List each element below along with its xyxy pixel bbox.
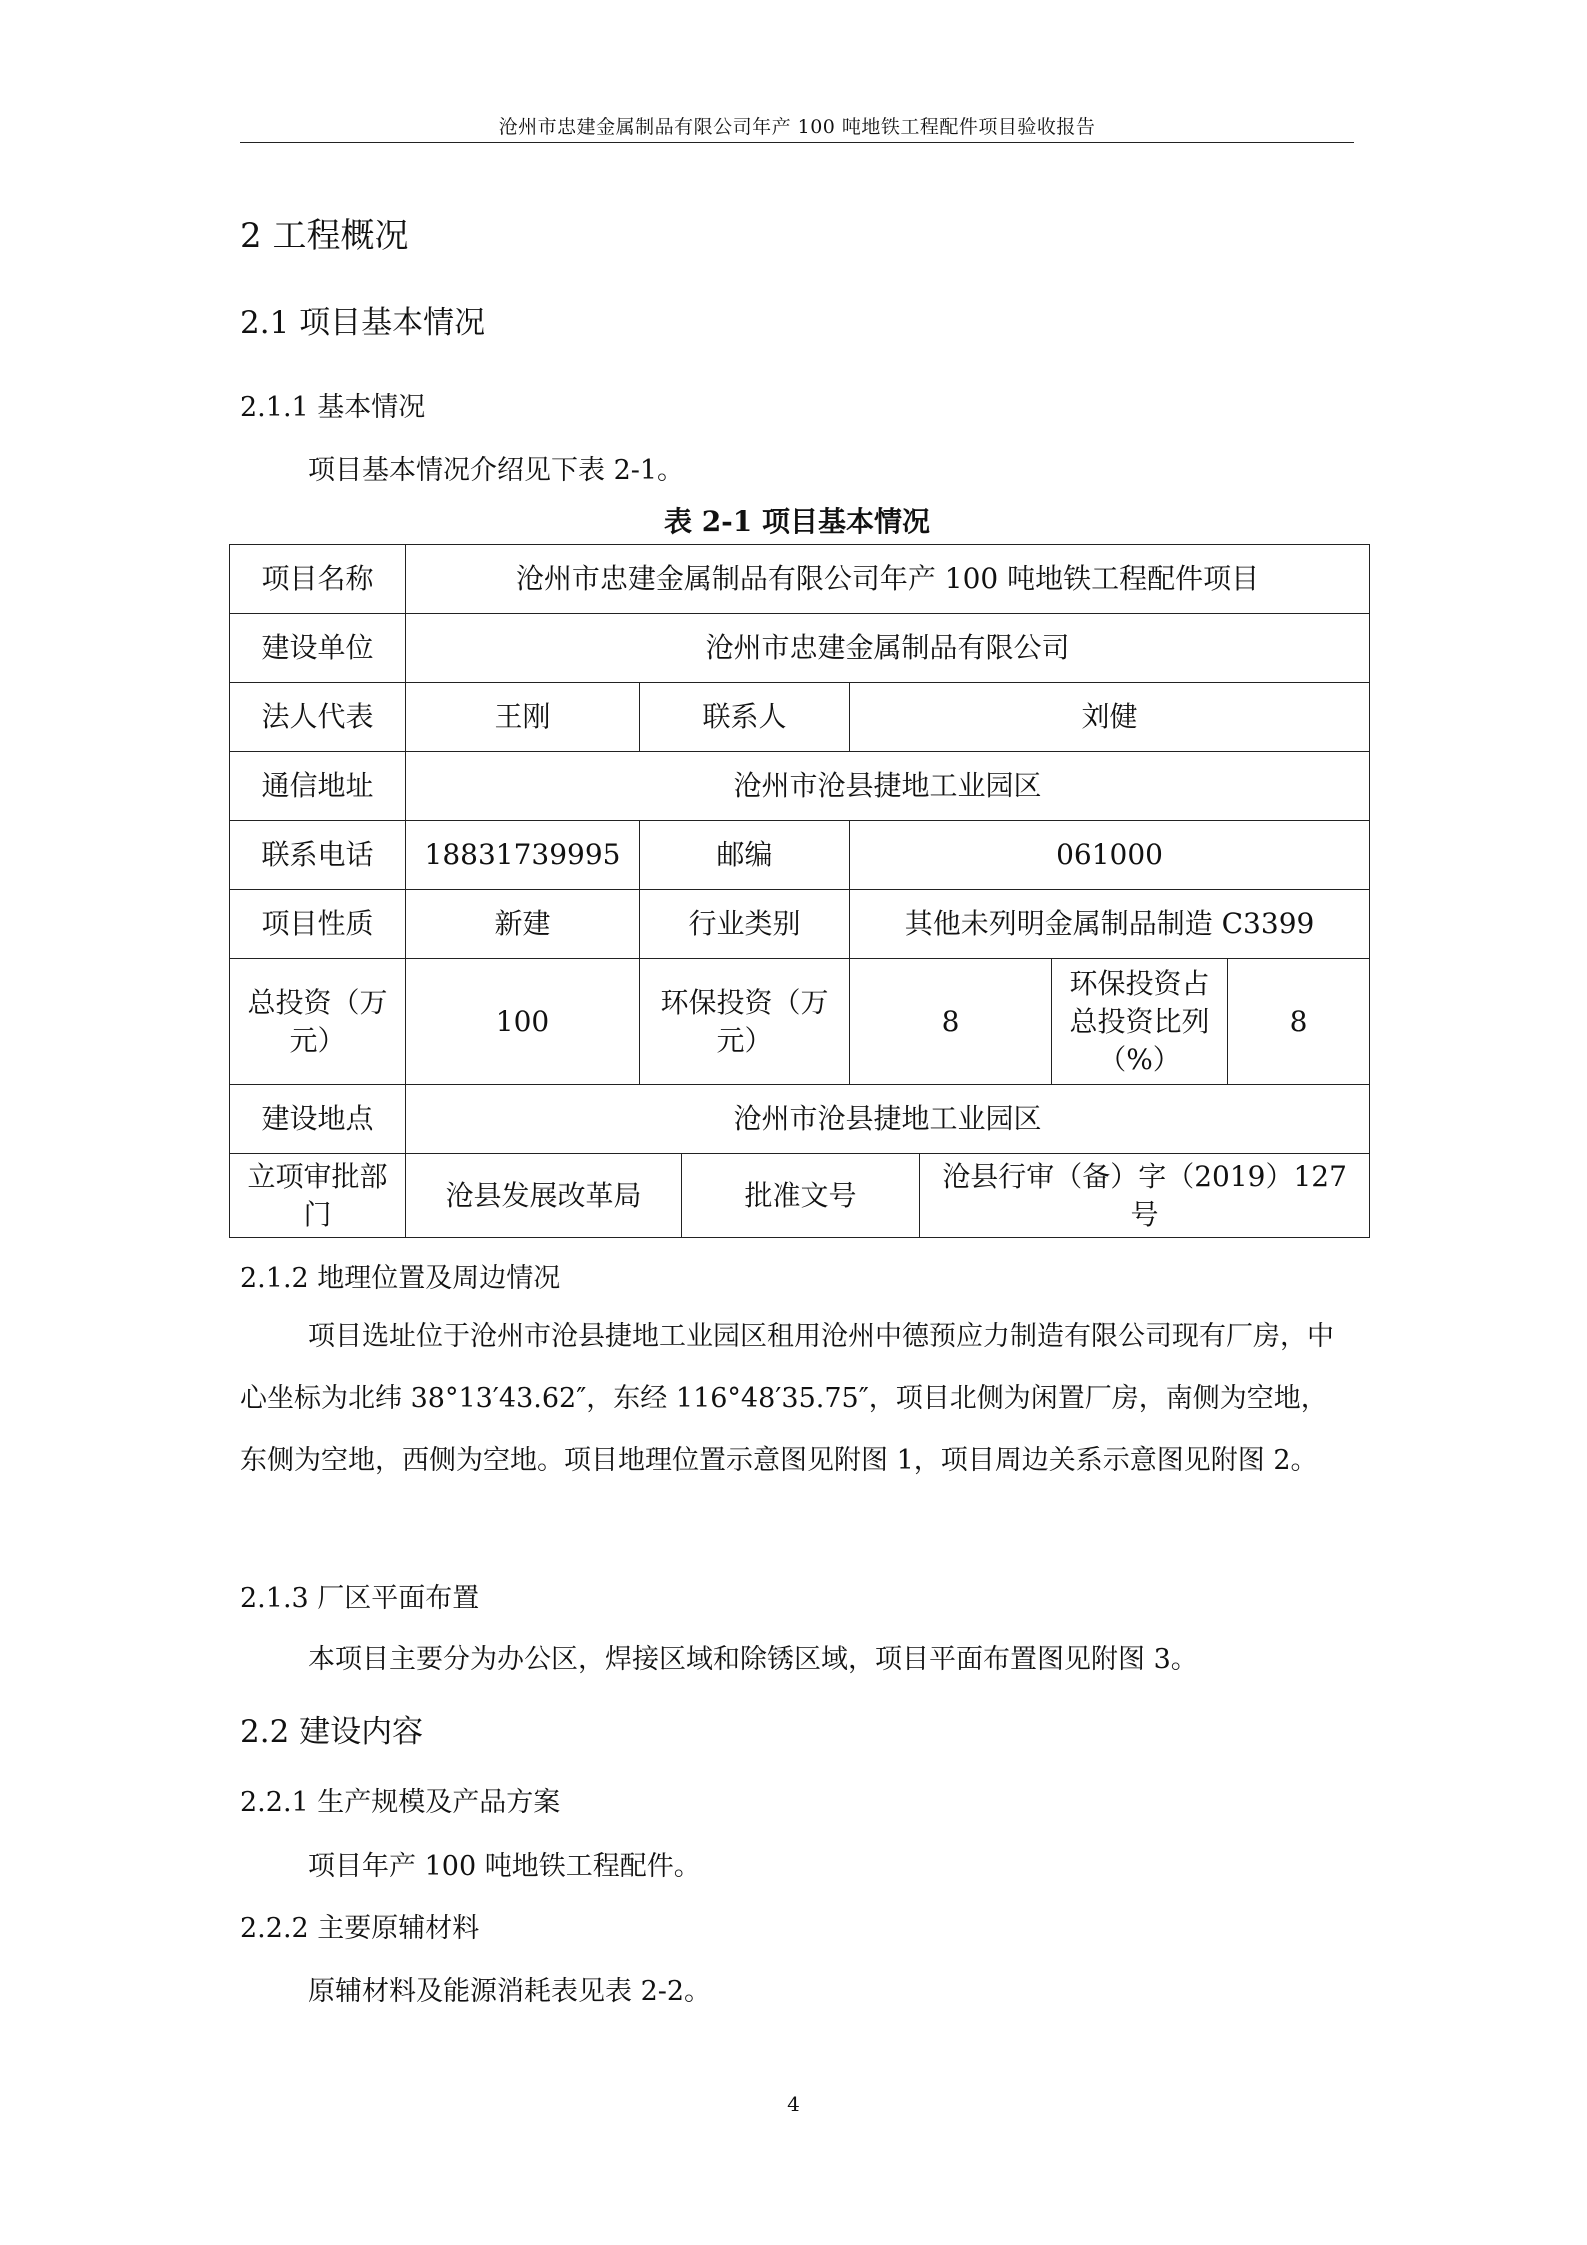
table-cell: 8 [850,959,1052,1085]
paragraph-2-1-3: 本项目主要分为办公区，焊接区域和除锈区域，项目平面布置图见附图 3。 [308,1644,1198,1675]
table-cell: 18831739995 [406,821,640,890]
subsection-heading-2-1-3: 2.1.3 厂区平面布置 [240,1583,480,1614]
table-row [230,821,1370,890]
paragraph-2-1-2: 项目选址位于沧州市沧县捷地工业园区租用沧州中德预应力制造有限公司现有厂房，中心坐标为北纬 38°13′43.62″，东经 116°48′35.75″，项目北侧为闲置厂房，南侧为空地，东侧为空地，西侧为空地。项目地理位置示意图见附图 1，项目周边关系示意图见附图 2。 [240,1321,1334,1476]
table-cell-label: 法人代表 [230,683,406,752]
table-row [230,545,1370,614]
page-number: 4 [787,2092,800,2116]
table-row [230,752,1370,821]
table-caption: 表 2-1 项目基本情况 [663,505,931,538]
table-cell: 其他未列明金属制品制造 C3399 [850,890,1370,959]
table-cell-label: 联系电话 [230,821,406,890]
table-row [230,890,1370,959]
table-cell-label: 邮编 [640,821,850,890]
table-row [230,1085,1370,1154]
table-cell-label: 通信地址 [230,752,406,821]
subsection-heading-2-2-1: 2.2.1 生产规模及产品方案 [240,1787,561,1818]
table-cell-label: 环保投资占总投资比列（%） [1052,959,1228,1085]
project-info-table [229,544,1370,1238]
table-cell: 沧县行审（备）字（2019）127 号 [920,1154,1370,1238]
table-cell-label: 环保投资（万元） [640,959,850,1085]
table-cell-label: 总投资（万元） [230,959,406,1085]
table-cell: 沧州市忠建金属制品有限公司 [406,614,1370,683]
table-row [230,614,1370,683]
subsection-heading-2-1-2: 2.1.2 地理位置及周边情况 [240,1263,561,1294]
section-heading-2-2: 2.2 建设内容 [240,1714,424,1750]
table-row [230,959,1370,1085]
subsection-heading-2-1-1: 2.1.1 基本情况 [240,392,426,423]
table-cell-label: 项目性质 [230,890,406,959]
section-heading-2-1: 2.1 项目基本情况 [240,305,486,341]
header-rule [240,142,1354,143]
running-header: 沧州市忠建金属制品有限公司年产 100 吨地铁工程配件项目验收报告 [498,116,1096,138]
table-cell: 新建 [406,890,640,959]
paragraph-2-2-2: 原辅材料及能源消耗表见表 2-2。 [308,1976,712,2007]
table-cell: 8 [1228,959,1370,1085]
table-cell: 沧州市沧县捷地工业园区 [406,752,1370,821]
paragraph-2-1-1: 项目基本情况介绍见下表 2-1。 [308,455,685,486]
table-cell: 沧州市沧县捷地工业园区 [406,1085,1370,1154]
table-row [230,1154,1370,1238]
chapter-heading: 2 工程概况 [240,216,409,256]
table-cell-label: 批准文号 [682,1154,920,1238]
table-cell: 061000 [850,821,1370,890]
table-cell: 王刚 [406,683,640,752]
table-cell: 100 [406,959,640,1085]
table-cell-label: 建设单位 [230,614,406,683]
table-cell: 沧县发展改革局 [406,1154,682,1238]
table-row [230,683,1370,752]
table-cell: 沧州市忠建金属制品有限公司年产 100 吨地铁工程配件项目 [406,545,1370,614]
table-cell-label: 联系人 [640,683,850,752]
table-cell: 刘健 [850,683,1370,752]
table-cell-label: 建设地点 [230,1085,406,1154]
table-cell-label: 项目名称 [230,545,406,614]
table-cell-label: 行业类别 [640,890,850,959]
subsection-heading-2-2-2: 2.2.2 主要原辅材料 [240,1913,480,1944]
paragraph-2-2-1: 项目年产 100 吨地铁工程配件。 [308,1851,701,1882]
table-cell-label: 立项审批部门 [230,1154,406,1238]
